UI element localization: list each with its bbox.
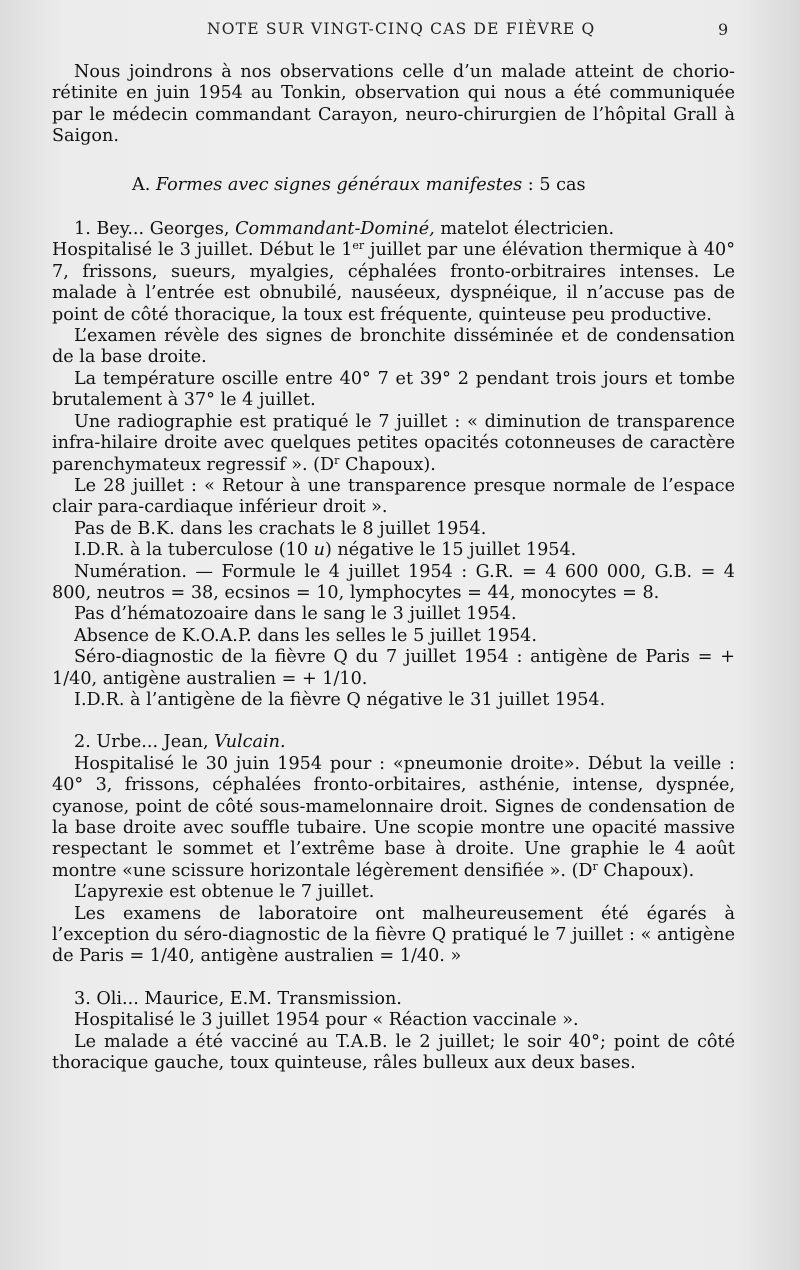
- running-title: NOTE SUR VINGT-CINQ CAS DE FIÈVRE Q: [207, 20, 596, 38]
- section-colon: :: [527, 174, 534, 195]
- case-1-title: [52, 219, 735, 240]
- case-1-paragraph: I.D.R. à la tuberculose (10 u) négative le 15 juillet 1954.: [74, 540, 577, 561]
- page-body: [52, 62, 735, 1074]
- case-1-paragraph: Séro-diagnostic de la fièvre Q du 7 juillet 1954 : antigène de Paris = + 1/40, antigène australien = + 1/10.: [52, 647, 735, 689]
- case-1-paragraph: La température oscille entre 40° 7 et 39° 2 pendant trois jours et tombe brutalement à 37° le 4 juillet.: [52, 368, 735, 411]
- case-1-paragraph: I.D.R. à l’antigène de la fièvre Q négative le 31 juillet 1954.: [74, 689, 606, 710]
- case-1-ship: Commandant-Dominé,: [235, 219, 435, 240]
- case-3-title: 3. Oli... Maurice, E.M. Transmission.: [74, 988, 402, 1009]
- case-3-paragraph: Hospitalisé le 3 juillet 1954 pour « Réaction vaccinale ».: [74, 1010, 579, 1031]
- case-1-paragraph: Numération. — Formule le 4 juillet 1954 : G.R. = 4 600 000, G.B. = 4 800, neutros = 38, ecsinos = 10, lymphocytes = 44, monocytes = 8.: [52, 561, 735, 603]
- case-1-paragraph: Pas d’hématozoaire dans le sang le 3 juillet 1954.: [74, 604, 517, 625]
- section-count: 5 cas: [539, 174, 586, 195]
- case-2-title: [52, 732, 735, 753]
- case-1-paragraph: Une radiographie est pratiqué le 7 juillet : « diminution de transparence infra-hilaire droite avec quelques petites opacités cotonneuses de caractère parenchymateux regressif ». ($D^r$ Chapoux).: [52, 411, 735, 475]
- case-2-ship: Vulcain.: [214, 732, 286, 753]
- case-2-paragraph: L’apyrexie est obtenue le 7 juillet.: [74, 882, 375, 903]
- case-1-paragraph: Le 28 juillet : « Retour à une transparence presque normale de l’espace clair para-cardiaque inférieur droit ».: [52, 475, 735, 518]
- case-1-paragraph: Pas de B.K. dans les crachats le 8 juillet 1954.: [74, 518, 487, 539]
- case-1-paragraph: Hospitalisé le 3 juillet. Début le 1er juillet par une élévation thermique à 40° 7, frissons, sueurs, myalgies, céphalées fronto-orbitraires intenses. Le malade à l’entrée est obnubilé, nauséeux, dyspnéique, il n’accuse pas de point de côté thoracique, la toux est fréquente, quinteuse peu productive.: [52, 239, 735, 325]
- case-2-patient: 2. Urbe... Jean,: [74, 732, 209, 753]
- section-label: A.: [132, 174, 151, 195]
- page-number: 9: [718, 20, 729, 39]
- intro-paragraph: Nous joindrons à nos observations celle d’un malade atteint de chorio-rétinite en juin 1954 au Tonkin, observation qui nous a été communiquée par le médecin commandant Carayon, neuro-chirurgien de l’hôpital Grall à Saigon.: [52, 62, 735, 147]
- case-1-role: matelot électricien.: [440, 219, 615, 240]
- case-1-paragraph: Absence de K.O.A.P. dans les selles le 5 juillet 1954.: [74, 625, 537, 646]
- case-2-paragraph: Hospitalisé le 30 juin 1954 pour : «pneumonie droite». Début la veille : 40° 3, frissons, céphalées fronto-orbitaires, asthénie, intense, dyspnée, cyanose, point de côté sous-mamelonnaire droit. Signes de condensation de la base droite avec souffle tubaire. Une scopie montre une opacité massive respectant le sommet et l’extrême base à droite. Une graphie le 4 août montre «une scissure horizontale légèrement densifiée ». ($D^r$ Chapoux).: [52, 753, 735, 881]
- case-1-patient: 1. Bey... Georges,: [74, 219, 230, 240]
- case-2-paragraph: Les examens de laboratoire ont malheureusement été égarés à l’exception du séro-diagnostic de la fièvre Q pratiqué le 7 juillet : « antigène de Paris = 1/40, antigène australien = 1/40. »: [52, 903, 735, 967]
- page-header: [0, 18, 800, 46]
- section-title: Formes avec signes généraux manifestes: [155, 174, 523, 195]
- case-1-paragraph: L’examen révèle des signes de bronchite disséminée et de condensation de la base droite.: [52, 326, 735, 368]
- section-heading-a: [52, 175, 735, 196]
- case-3-paragraph: Le malade a été vacciné au T.A.B. le 2 juillet; le soir 40°; point de côté thoracique gauche, toux quinteuse, râles bulleux aux deux bases.: [52, 1031, 735, 1074]
